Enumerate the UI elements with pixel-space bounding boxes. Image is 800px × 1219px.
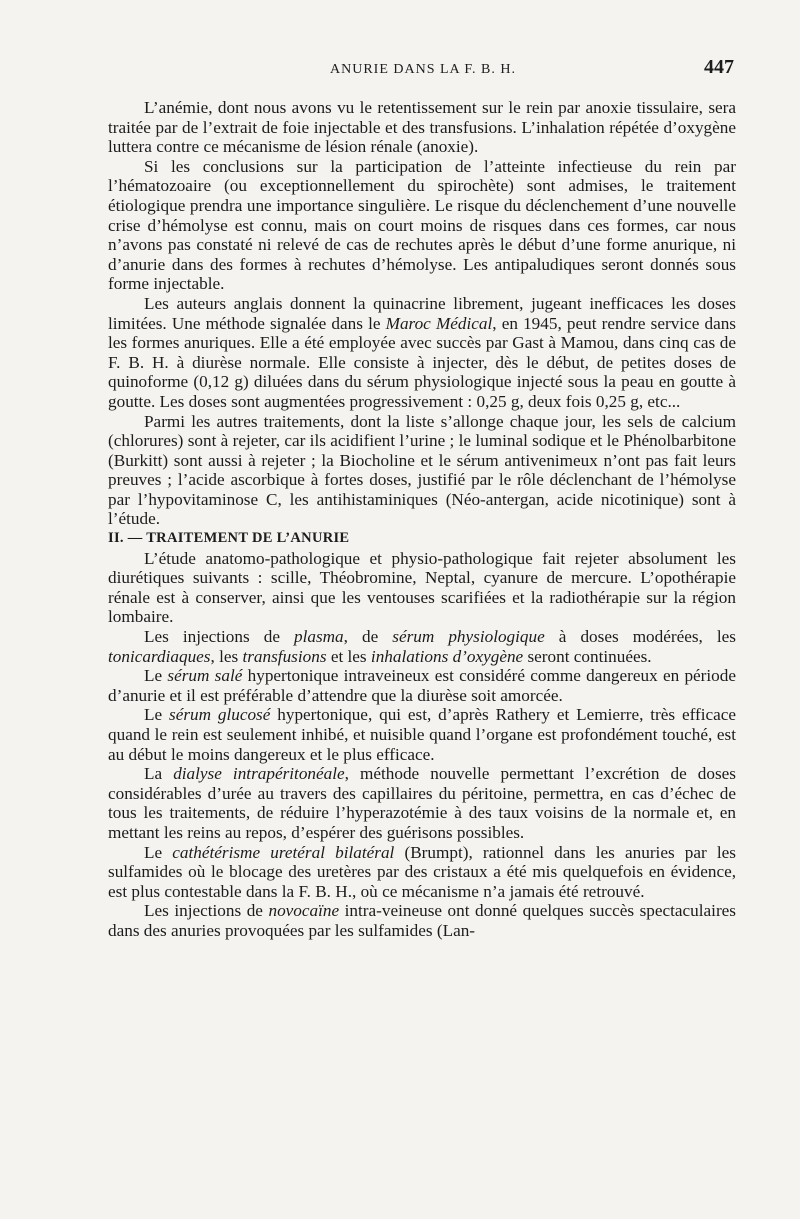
paragraph-novocaine: Les injections de novocaïne intra-veineuse ont donné quelques succès spectaculaires dans des anuries provoquées par les sulfamides (Lan- <box>108 901 736 940</box>
running-title: ANURIE DANS LA F. B. H. <box>330 62 517 77</box>
paragraph-serum-sale: Le sérum salé hypertonique intraveineux est considéré comme dangereux en période d’anurie et il est préférable d’attendre que la diurèse soit amorcée. <box>108 666 736 705</box>
paragraph-serum-glucose: Le sérum glucosé hypertonique, qui est, d’après Rathery et Lemierre, très efficace quand le rein est seulement inhibé, et nuisible quand l’organe est profondément touché, est au début le moins dangereux et le plus efficace. <box>108 705 737 764</box>
paragraph-diuretics: L’étude anatomo-pathologique et physio-pathologique fait rejeter absolument les diurétiques suivants : scille, Théobromine, Neptal, cyanure de mercure. L’opothérapie rénale est à conserver, ainsi que les ventouses scarifiées et la radiothérapie sur la région lombaire. <box>108 548 736 627</box>
journal-name: Maroc Médical <box>385 313 493 333</box>
paragraph-injections: Les injections de plasma, de sérum physiologique à doses modérées, les tonicardiaques, les transfusions et les inhalations d’oxygène seront continuées. <box>108 627 736 666</box>
paragraph-other-treatments: Parmi les autres traitements, dont la liste s’allonge chaque jour, les sels de calcium (chlorures) sont à rejeter, car ils acidifient l’urine ; le luminal sodique et le Phénolbarbitone (Burkitt) sont aussi à rejeter ; la Biocholine et le sérum antivenimeux n’ont pas fait leurs preuves ; l’acide ascorbique à fortes doses, justifié par le rôle déclenchant de l’hémolyse par l’hypovitaminose C, les antihistaminiques (Néo-antergan, acide nicotinique) sont à l’étude. <box>108 411 736 529</box>
paragraph-quinacrine: Les auteurs anglais donnent la quinacrine librement, jugeant inefficaces les doses limitées. Une méthode signalée dans le Maroc Médical, en 1945, peut rendre service dans les formes anuriques. Elle a été employée avec succès par Gast à Mamou, dans cinq cas de F. B. H. à diurèse normale. Elle consiste à injecter, dès le début, de petites doses de quinoforme (0,12 g) diluées dans du sérum physiologique injecté sous la peau en goutte à goutte. Les doses sont augmentées progressivement : 0,25 g, deux fois 0,25 g, etc... <box>108 293 736 411</box>
page-number: 447 <box>704 56 734 78</box>
paragraph-catheterism: Le cathétérisme uretéral bilatéral (Brumpt), rationnel dans les anuries par les sulfamides où le blocage des uretères par des cristaux a été mis quelquefois en évidence, est plus contestable dans la F. B. H., où ce mécanisme n’a jamais été retrouvé. <box>108 842 736 901</box>
paragraph-etiological-treatment: Si les conclusions sur la participation de l’atteinte infectieuse du rein par l’hématozoaire (ou exceptionnellement du spirochète) sont admises, le traitement étiologique prendra une importance singulière. Le risque du déclenchement d’une nouvelle crise d’hémolyse est connu, mais on court moins de risques dans ces formes, car nous n’avons pas constaté ni relevé de cas de rechutes après le début d’une forme anurique, ni d’anurie dans des formes à rechutes d’hémolyse. Les antipaludiques seront donnés sous forme injectable. <box>108 156 736 294</box>
paragraph-dialysis: La dialyse intrapéritonéale, méthode nouvelle permettant l’excrétion de doses considérables d’urée au travers des capillaires du péritoine, permettra, en cas d’échec de tous les traitements, de réduire l’hyperazotémie à des taux voisins de la normale et, en mettant les reins au repos, d’espérer des guérisons possibles. <box>108 764 736 842</box>
paragraph-anemia: L’anémie, dont nous avons vu le retentissement sur le rein par anoxie tissulaire, sera traitée par de l’extrait de foie injectable et des transfusions. L’inhalation répétée d’oxygène luttera contre ce mécanisme de lésion rénale (anoxie). <box>108 98 736 157</box>
section-heading: II. — TRAITEMENT DE L’ANURIE <box>108 530 350 547</box>
body-text <box>108 98 736 941</box>
